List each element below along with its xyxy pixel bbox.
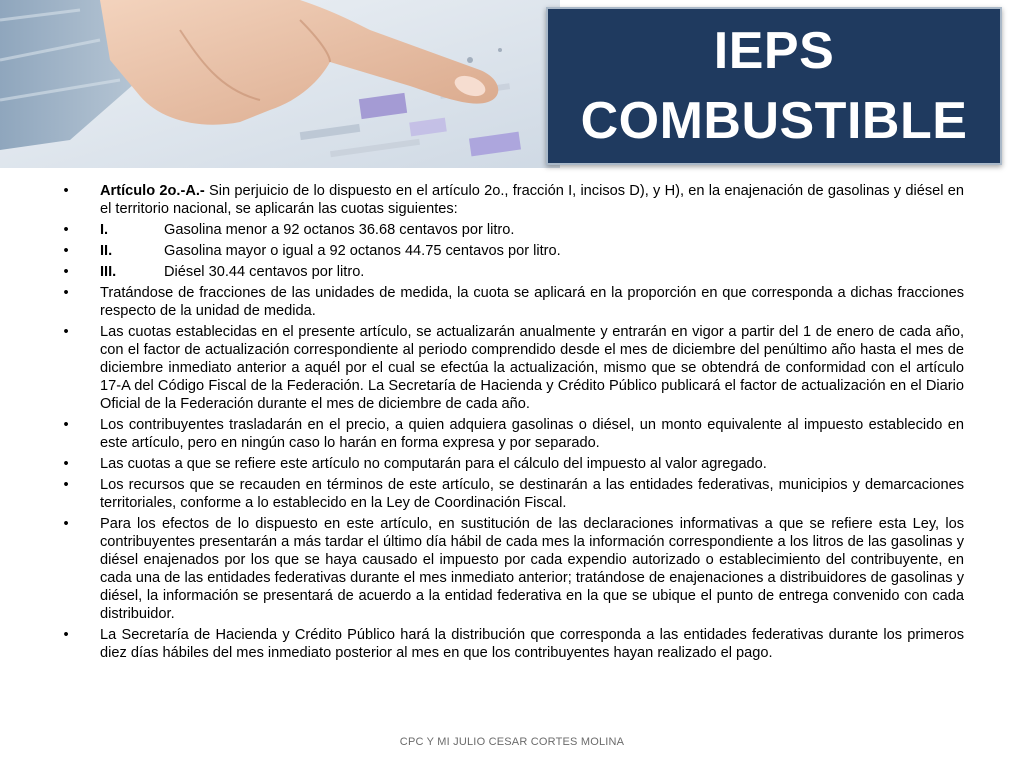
- title-box: [546, 7, 1002, 165]
- bullet-dot-icon: •: [63, 477, 69, 493]
- header-photo: [0, 0, 560, 168]
- bullet-text: Las cuotas establecidas en el presente artículo, se actualizarán anualmente y entrarán en vigor a partir del 1 de enero de cada año, con el factor de actualización correspondiente al periodo comprendido desde el mes de diciembre del penúltimo año hasta el mes de diciembre inmediato anterior a aquél por el cual se efectúa la actualización, mismo que se obtendrá de conformidad con el artículo 17-A del Código Fiscal de la Federación. La Secretaría de Hacienda y Crédito Público publicará el factor de actualización en el Diario Oficial de la Federación durante el mes de diciembre de cada año.: [100, 324, 964, 412]
- title-line-2: COMBUSTIBLE: [580, 92, 968, 150]
- bullet-dot-icon: •: [63, 243, 69, 259]
- bullet-item: [60, 626, 964, 662]
- bullet-text: La Secretaría de Hacienda y Crédito Público hará la distribución que corresponda a las entidades federativas durante los primeros diez días hábiles del mes inmediato posterior al mes en que los contribuyentes hayan realizado el pago.: [100, 627, 964, 661]
- bullet-dot-icon: •: [63, 627, 69, 643]
- footer-author: CPC Y MI JULIO CESAR CORTES MOLINA: [399, 736, 625, 748]
- bullet-dot-icon: •: [63, 324, 69, 340]
- hand-touchscreen-illustration: [0, 0, 560, 168]
- bullet-item-fraction-ii: [60, 242, 964, 260]
- bullet-dot-icon: •: [63, 222, 69, 238]
- bullet-item: [60, 323, 964, 413]
- bullet-text: Los recursos que se recauden en términos de este artículo, se destinarán a las entidades federativas, municipios y demarcaciones territoriales, conforme a lo establecido en la Ley de Coordinación Fiscal.: [100, 477, 964, 511]
- bullet-text: Sin perjuicio de lo dispuesto en el artículo 2o., fracción I, incisos D), y H), en la enajenación de gasolinas y diésel en el territorio nacional, se aplicarán las cuotas siguientes:: [100, 183, 964, 217]
- bullet-dot-icon: •: [63, 264, 69, 280]
- bullet-text: Para los efectos de lo dispuesto en este artículo, en sustitución de las declaraciones informativas a que se refiere esta Ley, los contribuyentes presentarán a más tardar el último día hábil de cada mes la información correspondiente a los litros de las gasolinas y diésel enajenados por los que se haya causado el impuesto por cada expendio autorizado o establecimiento del contribuyente, en cada una de las entidades federativas durante el mes inmediato anterior; tratándose de enajenaciones a distribuidores de gasolinas y diésel, la información se presentará de acuerdo a la entidad federativa en la que se ubique el punto de entrega convenido con cada distribuidor.: [100, 516, 964, 622]
- bullet-item: [60, 515, 964, 623]
- bullet-item: [60, 284, 964, 320]
- bullet-list: [60, 182, 964, 662]
- bullet-item: [60, 416, 964, 452]
- roman-numeral: I.: [100, 222, 109, 238]
- bullet-dot-icon: •: [63, 456, 69, 472]
- bullet-dot-icon: •: [63, 285, 69, 301]
- bullet-item-fraction-i: [60, 221, 964, 239]
- bullet-dot-icon: •: [63, 417, 69, 433]
- bullet-text: Gasolina mayor o igual a 92 octanos 44.75 centavos por litro.: [164, 243, 561, 259]
- roman-numeral: III.: [100, 264, 117, 280]
- bullet-text: Las cuotas a que se refiere este artículo no computarán para el cálculo del impuesto al valor agregado.: [100, 456, 767, 472]
- bullet-item-article: [60, 182, 964, 218]
- bullet-dot-icon: •: [63, 183, 69, 199]
- article-label: Artículo 2o.-A.-: [100, 183, 205, 199]
- bullet-text: Los contribuyentes trasladarán en el precio, a quien adquiera gasolinas o diésel, un monto equivalente al impuesto establecido en este artículo, pero en ningún caso lo harán en forma expresa y por separado.: [100, 417, 964, 451]
- bullet-item: [60, 455, 964, 473]
- bullet-text: Diésel 30.44 centavos por litro.: [164, 264, 365, 280]
- bullet-dot-icon: •: [63, 516, 69, 532]
- roman-numeral: II.: [100, 243, 113, 259]
- bullet-text: Tratándose de fracciones de las unidades de medida, la cuota se aplicará en la proporción en que corresponda a dichas fracciones respecto de la unidad de medida.: [100, 285, 964, 319]
- bullet-text: Gasolina menor a 92 octanos 36.68 centavos por litro.: [164, 222, 515, 238]
- bullet-item: [60, 476, 964, 512]
- content-area: [60, 182, 964, 665]
- title-line-1: IEPS: [713, 22, 835, 80]
- bullet-item-fraction-iii: [60, 263, 964, 281]
